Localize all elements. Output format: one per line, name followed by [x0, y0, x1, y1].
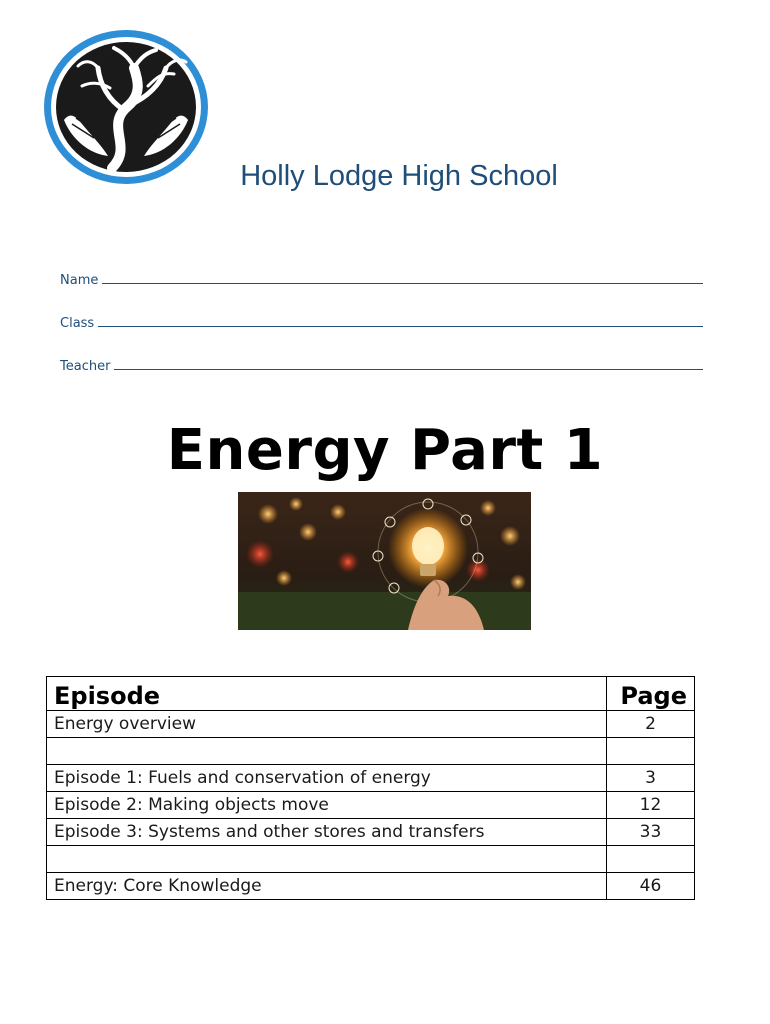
episode-cell: Episode 1: Fuels and conservation of energy — [47, 765, 607, 792]
column-header-page: Page — [607, 677, 695, 711]
page-cell: 12 — [607, 792, 695, 819]
episode-cell: Energy overview — [47, 711, 607, 738]
school-name: Holly Lodge High School — [240, 160, 558, 192]
lightbulb-photo — [238, 492, 531, 630]
teacher-field-label: Teacher — [60, 359, 111, 374]
page-cell: 3 — [607, 765, 695, 792]
page-cell — [607, 738, 695, 765]
class-field-label: Class — [60, 316, 95, 331]
table-row-empty — [47, 738, 695, 765]
table-row — [47, 873, 695, 900]
contents-table — [46, 676, 695, 900]
episode-cell — [47, 738, 607, 765]
table-row-empty — [47, 846, 695, 873]
page-cell — [607, 846, 695, 873]
episode-cell — [47, 846, 607, 873]
class-field[interactable] — [60, 311, 703, 331]
table-row — [47, 711, 695, 738]
table-row — [47, 765, 695, 792]
name-field-label: Name — [60, 273, 99, 288]
page-cell: 46 — [607, 873, 695, 900]
episode-cell: Energy: Core Knowledge — [47, 873, 607, 900]
name-field-line — [102, 283, 703, 284]
page-cell: 2 — [607, 711, 695, 738]
episode-cell: Episode 2: Making objects move — [47, 792, 607, 819]
table-header-row — [47, 677, 695, 711]
table-row — [47, 819, 695, 846]
table-row — [47, 792, 695, 819]
page-cell: 33 — [607, 819, 695, 846]
document-title: Energy Part 1 — [166, 418, 604, 483]
teacher-field[interactable] — [60, 354, 703, 374]
name-field[interactable] — [60, 268, 703, 288]
class-field-line — [98, 326, 703, 327]
teacher-field-line — [114, 369, 703, 370]
column-header-episode: Episode — [47, 677, 607, 711]
episode-cell: Episode 3: Systems and other stores and transfers — [47, 819, 607, 846]
